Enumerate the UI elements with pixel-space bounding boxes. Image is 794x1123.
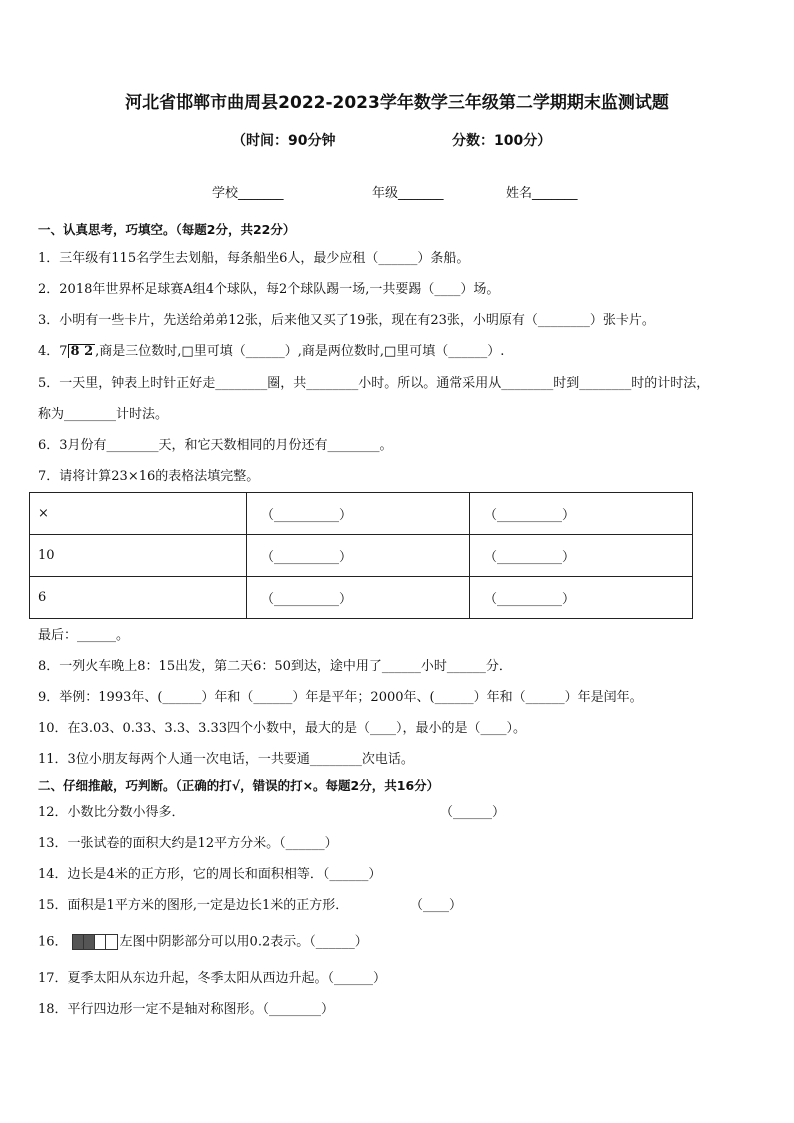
name-field[interactable]: 姓名_______ — [506, 186, 578, 201]
grade-field[interactable]: 年级_______ — [372, 186, 444, 201]
table-cell-blank[interactable]: （__________） — [470, 493, 693, 535]
question-2: 2．2018年世界杯足球赛A组4个球队，每2个球队踢一场,一共要踢（____）场。 — [38, 282, 500, 297]
question-16-text: 左图中阴影部分可以用0.2表示。（______） — [119, 934, 368, 950]
question-3: 3．小明有一些卡片，先送给弟弟12张，后来他又买了19张，现在有23张，小明原有（________）张卡片。 — [38, 313, 655, 328]
question-5-line-1: 5．一天里，钟表上时针正好走________圈，共________小时。所以。通常采用从________时到________时的计时法， — [38, 376, 710, 391]
question-4-prefix: 4．7 — [38, 344, 68, 359]
table-cell-blank[interactable]: （__________） — [247, 577, 470, 619]
question-12-blank[interactable]: （______） — [440, 805, 506, 820]
question-16 — [38, 934, 368, 951]
question-9: 9．举例：1993年、(______）年和（______）年是平年；2000年、(______）年和（______）年是闰年。 — [38, 690, 643, 705]
table-cell: 6 — [30, 577, 247, 619]
table-cell: × — [30, 493, 247, 535]
table-cell-blank[interactable]: （__________） — [247, 493, 470, 535]
exam-score: 分数：100分） — [452, 133, 552, 149]
table-cell-blank[interactable]: （__________） — [470, 577, 693, 619]
table-row — [30, 577, 693, 619]
question-7: 7．请将计算23×16的表格法填完整。 — [38, 469, 260, 484]
multiplication-table — [29, 492, 693, 619]
question-14: 14．边长是4米的正方形，它的周长和面积相等．（______） — [38, 867, 382, 882]
question-7-final: 最后：______。 — [38, 628, 130, 643]
division-bracket: 8 2 — [68, 344, 96, 358]
question-6: 6．3月份有________天，和它天数相同的月份还有________。 — [38, 438, 393, 453]
question-17: 17．夏季太阳从东边升起，冬季太阳从西边升起。（______） — [38, 971, 387, 986]
question-12: 12．小数比分数小得多． — [38, 805, 185, 820]
section-1-heading: 一、认真思考，巧填空。（每题2分，共22分） — [38, 222, 296, 237]
exam-time: （时间：90分钟 — [232, 133, 336, 149]
question-15: 15．面积是1平方米的图形,一定是边长1米的正方形． — [38, 898, 349, 913]
page-title: 河北省邯郸市曲周县2022-2023学年数学三年级第二学期期末监测试题 — [125, 93, 669, 113]
question-10: 10．在3.03、0.33、3.3、3.33四个小数中，最大的是（____），最小的是（____）。 — [38, 721, 527, 736]
question-1: 1．三年级有115名学生去划船，每条船坐6人，最少应租（______）条船。 — [38, 251, 470, 266]
question-11: 11．3位小朋友每两个人通一次电话，一共要通________次电话。 — [38, 752, 414, 767]
table-row — [30, 535, 693, 577]
shaded-grid-figure — [72, 934, 118, 950]
section-2-heading: 二、仔细推敲，巧判断。（正确的打√，错误的打×。每题2分，共16分） — [38, 778, 440, 793]
question-4 — [38, 344, 504, 360]
question-15-blank[interactable]: （____） — [410, 898, 463, 913]
table-cell-blank[interactable]: （__________） — [470, 535, 693, 577]
table-cell: 10 — [30, 535, 247, 577]
table-cell-blank[interactable]: （__________） — [247, 535, 470, 577]
question-18: 18．平行四边形一定不是轴对称图形。（________） — [38, 1002, 335, 1017]
question-8: 8．一列火车晚上8：15出发，第二天6：50到达，途中用了______小时______分． — [38, 659, 512, 674]
question-16-prefix: 16． — [38, 934, 68, 950]
question-4-rest: ,商是三位数时,□里可填（______）,商是两位数时,□里可填（______）. — [95, 344, 505, 359]
question-5-line-2: 称为________计时法。 — [38, 407, 169, 422]
question-13: 13．一张试卷的面积大约是12平方分米。（______） — [38, 836, 338, 851]
table-row — [30, 493, 693, 535]
school-field[interactable]: 学校_______ — [212, 186, 284, 201]
